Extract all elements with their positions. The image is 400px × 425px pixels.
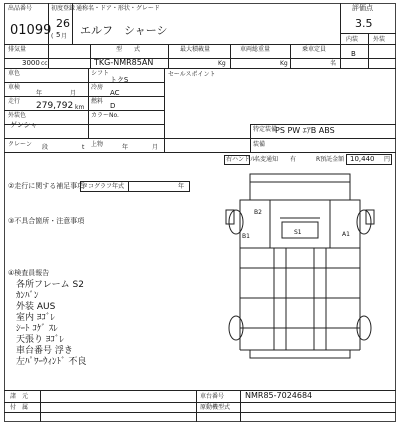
note-line: ｼｰﾄ ｺｹﾞ ｽﾚ xyxy=(16,324,58,334)
sales-point-label: セールスポイント xyxy=(168,71,216,78)
max-load-unit: Kg xyxy=(218,60,226,67)
shift-value: トクS xyxy=(110,76,129,84)
recycle-label: R預託金額 xyxy=(316,156,345,163)
displacement-unit: cc xyxy=(41,60,48,67)
month-open-paren: ( xyxy=(51,33,54,40)
car-name: エルフ シャーシ xyxy=(80,24,168,37)
cab-body xyxy=(240,200,360,248)
color-no-label: カラーNo. xyxy=(91,112,119,119)
crane-month: 月 xyxy=(152,144,159,151)
displacement-label: 排気量 xyxy=(8,46,27,53)
year-label: 初度登録 xyxy=(51,5,76,12)
features-value: PS PW ｴｱB ABS xyxy=(275,126,335,135)
exterior-color-label: 外装色 xyxy=(8,112,27,119)
crane-label: クレーン xyxy=(8,141,32,148)
max-load-label: 最大積載量 xyxy=(180,46,211,53)
recycle-unit: 円 xyxy=(384,156,391,163)
defect-label: ③不具合箇所・注意事項 xyxy=(8,217,85,225)
shift-label: シフト xyxy=(91,70,110,77)
tacho-label: タコグラフ年式 xyxy=(82,183,125,190)
note-line: 外装 AUS xyxy=(16,302,56,312)
crane-ton: t xyxy=(82,144,85,151)
interior-value: B xyxy=(351,50,356,58)
mark-a1: A1 xyxy=(342,231,350,238)
color-label: 車色 xyxy=(8,70,21,77)
month-value: 5 xyxy=(56,31,61,39)
capacity-label: 乗車定員 xyxy=(302,46,327,53)
exterior-label: 外装 xyxy=(373,36,386,43)
note-line: 車台番号 浮き xyxy=(16,346,73,356)
engine-label: 原動機型式 xyxy=(200,404,231,411)
truck-diagram xyxy=(220,168,380,363)
fuel-value: D xyxy=(110,102,116,110)
repair-label: ②走行に関する補足事項 xyxy=(8,182,85,190)
displacement-value: 3000 xyxy=(22,59,40,67)
interior-label: 内装 xyxy=(346,36,359,43)
model-label: 通称名・ドア・形状・グレード xyxy=(76,5,160,12)
note-line: 左ﾊﾟﾜｰｳｨﾝﾄﾞ 不良 xyxy=(16,357,87,367)
chassis-label: 車台番号 xyxy=(200,393,225,400)
model-code-label: 型 式 xyxy=(116,46,141,53)
fuel-label: 燃料 xyxy=(91,98,104,105)
ac-value: AC xyxy=(110,89,120,97)
chassis-value: NMR85-7024684 xyxy=(245,391,313,400)
tacho-year: 年 xyxy=(178,183,185,190)
handle-label: 右ハンドル xyxy=(226,156,257,163)
inspection-month: 月 xyxy=(70,90,77,97)
mark-s1: S1 xyxy=(294,229,302,236)
note-line: 室内 ﾖｺﾞﾚ xyxy=(16,313,55,323)
year-value: 26 xyxy=(56,17,70,30)
note-line: ｶﾝﾊﾞﾝ xyxy=(16,291,39,301)
model-code-value: TKG-NMR85AN xyxy=(94,58,154,67)
capacity-unit: 名 xyxy=(330,60,337,67)
features-label: 特定装備 xyxy=(253,126,278,133)
exterior-color-value: ゲンシャ xyxy=(10,121,38,129)
score-value: 3.5 xyxy=(355,17,373,30)
score-label: 評価点 xyxy=(352,4,373,12)
mileage-unit: km xyxy=(75,104,85,111)
inspector-label: ④検査員報告 xyxy=(8,269,50,277)
lot-label: 出品番号 xyxy=(8,5,33,12)
vehicle-weight-label: 車両総重量 xyxy=(240,46,271,53)
row2-label: 付 属 xyxy=(10,404,29,411)
crane-year: 年 xyxy=(122,144,129,151)
ac-label: 冷房 xyxy=(91,84,104,91)
mileage-label: 走行 xyxy=(8,98,21,105)
mark-b1: B1 xyxy=(242,233,250,240)
row1-label: 諸 元 xyxy=(10,393,29,400)
mark-b2: B2 xyxy=(254,209,262,216)
doc-label: 名変通知 xyxy=(254,156,279,163)
inspection-year: 年 xyxy=(36,90,43,97)
note-line: 天張り ﾖｺﾞﾚ xyxy=(16,335,64,345)
cab-roof xyxy=(250,174,350,200)
inspector-notes xyxy=(16,280,86,368)
front-right-wheel xyxy=(357,210,371,234)
month-unit: 月 xyxy=(61,33,68,40)
note-line: 各所フレーム S2 xyxy=(16,280,84,290)
lot-number: 01099 xyxy=(10,23,52,38)
features-note-label: 装備 xyxy=(253,141,266,148)
inspection-label: 車検 xyxy=(8,84,21,91)
crane-lift-label: 上物 xyxy=(91,141,104,148)
front-left-wheel xyxy=(229,210,243,234)
vehicle-weight-unit: Kg xyxy=(280,60,288,67)
crane-stage: 段 xyxy=(42,144,49,151)
mileage-value: 279,792 xyxy=(36,101,74,111)
recycle-value: 10,440 xyxy=(350,155,375,163)
doc-value: 有 xyxy=(290,156,297,163)
